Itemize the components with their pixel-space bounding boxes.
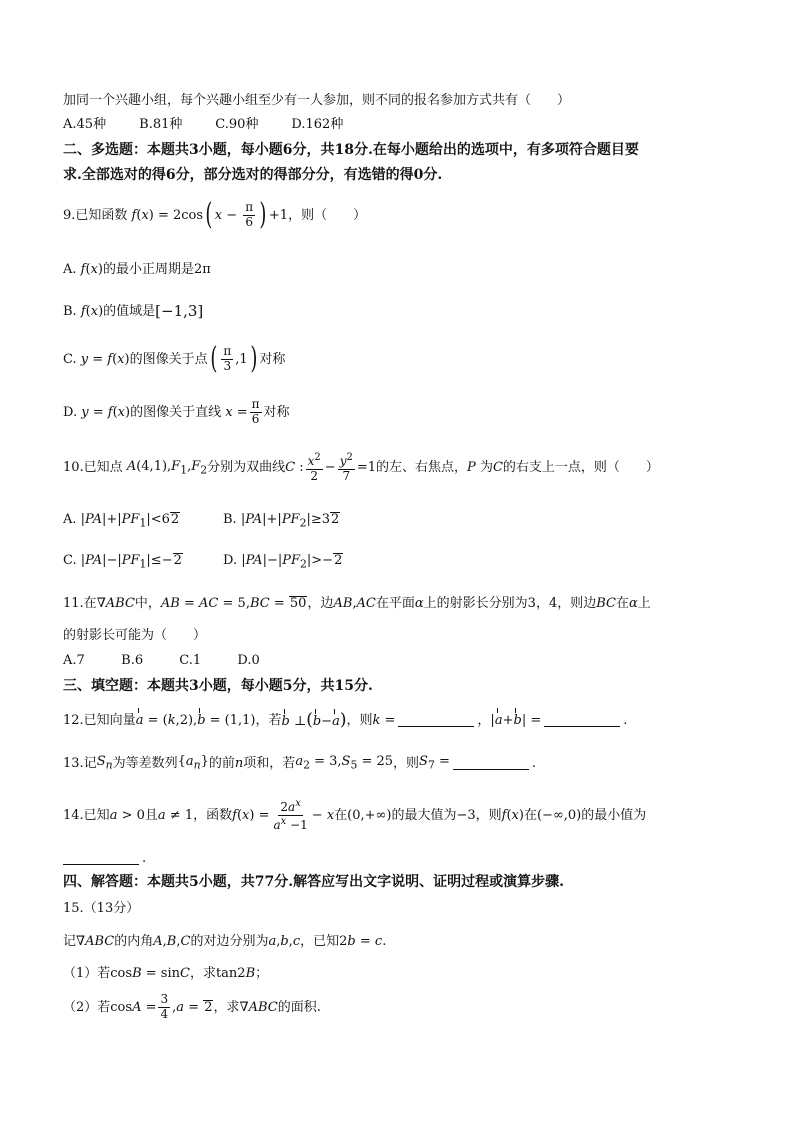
section2-heading-line2: 求.全部选对的得6分，部分选对的得部分分，有选错的得0分. bbox=[63, 167, 443, 183]
q11-mid6: 上 bbox=[637, 595, 651, 611]
q13-mid3: 项和，若 bbox=[243, 755, 296, 771]
q9-option-a: A. f(x) 的最小正周期是 2π bbox=[63, 262, 211, 277]
q9-option-c: C. y = f(x) 的图像关于点 ( $\frac{\pi}{3}$ ,1 ) 对称 bbox=[63, 341, 286, 376]
q11-option-a: A.7 bbox=[63, 653, 85, 668]
q10-end: 的右支上一点，则（ ） bbox=[502, 460, 659, 476]
section2-heading-line1: 二、多选题：本题共3小题，每小题6分，共18分.在每小题给出的选项中，有多项符合题目要 bbox=[63, 142, 639, 158]
q13-stem: 13.记 $S_n$ 为等差数列 $\{a_n\}$ 的前 n 项和，若 $a_2 = 3,S_5 = 25$ ，则 $S_7$ = . bbox=[63, 754, 537, 772]
q15-p1-mid: ，求 bbox=[189, 966, 216, 981]
section3-heading: 三、填空题：本题共3小题，每小题5分，共15分. bbox=[63, 678, 373, 694]
q15-p2-prefix: （2）若 bbox=[63, 999, 111, 1015]
q15-stem: 记 ∇ABC 的内角 A,B,C 的对边分别为 a,b,c ，已知 2b = c . bbox=[63, 934, 387, 949]
q8-option-d: D.162种 bbox=[291, 117, 344, 132]
q15-prefix: 记 bbox=[63, 934, 77, 949]
q10-stem: 10.已知点 $A(4,1),F_1,F_2$ 分别为双曲线 C : $\frac{x^2}{2}$ − $\frac{y^2}{7}$ =1 的左、右焦点， P 为 C 的右支上一点，则（ ） bbox=[63, 452, 659, 483]
q9-c-end: 对称 bbox=[259, 351, 286, 367]
q11-line2: 的射影长可能为（ ） bbox=[63, 628, 207, 643]
q9-c-text: 的图像关于点 bbox=[129, 351, 208, 367]
q10-mid: 分别为双曲线 bbox=[207, 460, 286, 476]
q12-blank-magnitude[interactable] bbox=[544, 714, 620, 727]
q11-mid3: 在平面 bbox=[375, 595, 415, 611]
q15-p1-end: ； bbox=[255, 966, 269, 981]
q11-mid4: 上的射影长分别为3，4，则边 bbox=[423, 595, 597, 611]
q8-option-a: A.45种 bbox=[63, 117, 107, 132]
q10-option-d: D. $|PA|-|PF_2|>-2$ bbox=[223, 553, 343, 571]
q14-stem: 14.已知 a > 0 且 a ≠ 1 ，函数 f(x) = $\frac{2a^x}{a^x -1}$ − x 在 (0,+∞) 的最大值为 −3 ，则 f(x) 在 (−∞,0) 的最小值为 bbox=[63, 798, 647, 832]
q14-mid5: ，则 bbox=[475, 807, 502, 823]
q11-option-d: D.0 bbox=[237, 653, 260, 668]
q9-option-d: D. y = f(x) 的图像关于直线 x = $\frac{\pi}{6}$ 对称 bbox=[63, 397, 290, 426]
q10-prefix: 10.已知点 bbox=[63, 460, 123, 476]
q11-prefix: 11.在 bbox=[63, 595, 97, 611]
q9-suffix: ，则（ ） bbox=[288, 207, 367, 223]
q15-end: . bbox=[382, 934, 387, 949]
q12-stem: 12.已知向量 a = (k,2),b = (1,1) ，若 b ⊥(b−a) ，则 k = ，|a+b| = . bbox=[63, 710, 628, 730]
q9-d-text: 的图像关于直线 bbox=[130, 404, 222, 420]
q13-end: . bbox=[531, 755, 537, 771]
q12-blank-k[interactable] bbox=[398, 714, 474, 727]
q13-mid2: 的前 bbox=[208, 755, 235, 771]
q11-mid1: 中， bbox=[134, 595, 161, 611]
q10-options-cd bbox=[63, 553, 343, 570]
q14-mid4: 的最大值为 bbox=[391, 807, 457, 823]
q8-option-b: B.81种 bbox=[139, 117, 183, 132]
q9-stem: 9.已知函数 f(x) = 2cos ( x − $\frac{\pi}{6}$ ) +1 ，则（ ） bbox=[63, 197, 367, 232]
section4-heading: 四、解答题：本题共5小题，共77分.解答应写出文字说明、证明过程或演算步骤. bbox=[63, 874, 564, 890]
q12-mid2: ，则 bbox=[346, 713, 373, 728]
q12-prefix: 12.已知向量 bbox=[63, 713, 136, 728]
q14-mid6: 在 bbox=[523, 807, 537, 823]
q11-option-c: C.1 bbox=[179, 653, 202, 668]
q10-option-a: A. $|PA|+|PF_1|<62$ bbox=[63, 512, 180, 530]
q9-option-b: B. f(x) 的值域是 [−1,3] bbox=[63, 302, 204, 320]
q10-mid2: 的左、右焦点， bbox=[376, 460, 468, 476]
q15-p1-prefix: （1）若 bbox=[63, 966, 111, 981]
q15-part2: （2）若 cosA = $\frac{3}{4}$ ,a = 2 ，求 ∇ABC 的面积. bbox=[63, 992, 321, 1021]
q12-mid: ，若 bbox=[255, 713, 282, 728]
q14-mid3: 在 bbox=[334, 807, 348, 823]
q14-answer-line bbox=[63, 852, 146, 865]
q11-mid2: ，边 bbox=[307, 595, 334, 611]
q10-option-c: C. $|PA|-|PF_1|\le-2$ bbox=[63, 553, 182, 571]
q15-p2-mid: ，求 bbox=[213, 999, 240, 1015]
q10-option-b: B. $|PA|+|PF_2|\ge 32$ bbox=[223, 512, 340, 530]
q8-options bbox=[63, 118, 343, 131]
q9-b-text: 的值域是 bbox=[103, 304, 156, 319]
q13-prefix: 13.记 bbox=[63, 755, 97, 771]
q8-tail: 加同一个兴趣小组，每个兴趣小组至少有一人参加，则不同的报名参加方式共有（ ） bbox=[63, 93, 571, 108]
q9-a-text: 的最小正周期是 bbox=[102, 262, 194, 277]
q14-end: 的最小值为 bbox=[581, 807, 647, 823]
q14-prefix: 14.已知 bbox=[63, 807, 110, 823]
q9-prefix: 9.已知函数 bbox=[63, 207, 128, 223]
q15-mid: 的内角 bbox=[114, 934, 154, 949]
q11-option-b: B.6 bbox=[121, 653, 144, 668]
q8-option-c: C.90种 bbox=[215, 117, 259, 132]
q10-options-ab bbox=[63, 512, 340, 529]
q14-tail: . bbox=[142, 851, 147, 866]
q14-mid2: ，函数 bbox=[193, 807, 233, 823]
q13-mid4: ，则 bbox=[393, 755, 420, 771]
q13-blank[interactable] bbox=[453, 757, 529, 770]
q11-stem: 11.在 ∇ABC 中， AB = AC = 5,BC = 50 ，边 AB,AC 在平面 α 上的射影长分别为3，4，则边 BC 在 α 上 bbox=[63, 595, 651, 611]
q15-mid3: ，已知 bbox=[300, 934, 340, 949]
q11-options bbox=[63, 654, 260, 667]
q12-end: . bbox=[623, 713, 628, 728]
q15-head: 15.（13分） bbox=[63, 901, 140, 916]
q15-p2-end: 的面积. bbox=[277, 999, 321, 1015]
q14-blank[interactable] bbox=[63, 852, 139, 865]
q10-mid3: 为 bbox=[479, 460, 493, 476]
q15-mid2: 的对边分别为 bbox=[190, 934, 269, 949]
q15-part1: （1）若 cosB = sinC ，求 tan2B ； bbox=[63, 966, 269, 981]
q14-mid: 且 bbox=[144, 807, 158, 823]
q13-mid: 为等差数列 bbox=[112, 755, 178, 771]
q9-d-end: 对称 bbox=[263, 404, 290, 420]
q11-mid5: 在 bbox=[615, 595, 629, 611]
